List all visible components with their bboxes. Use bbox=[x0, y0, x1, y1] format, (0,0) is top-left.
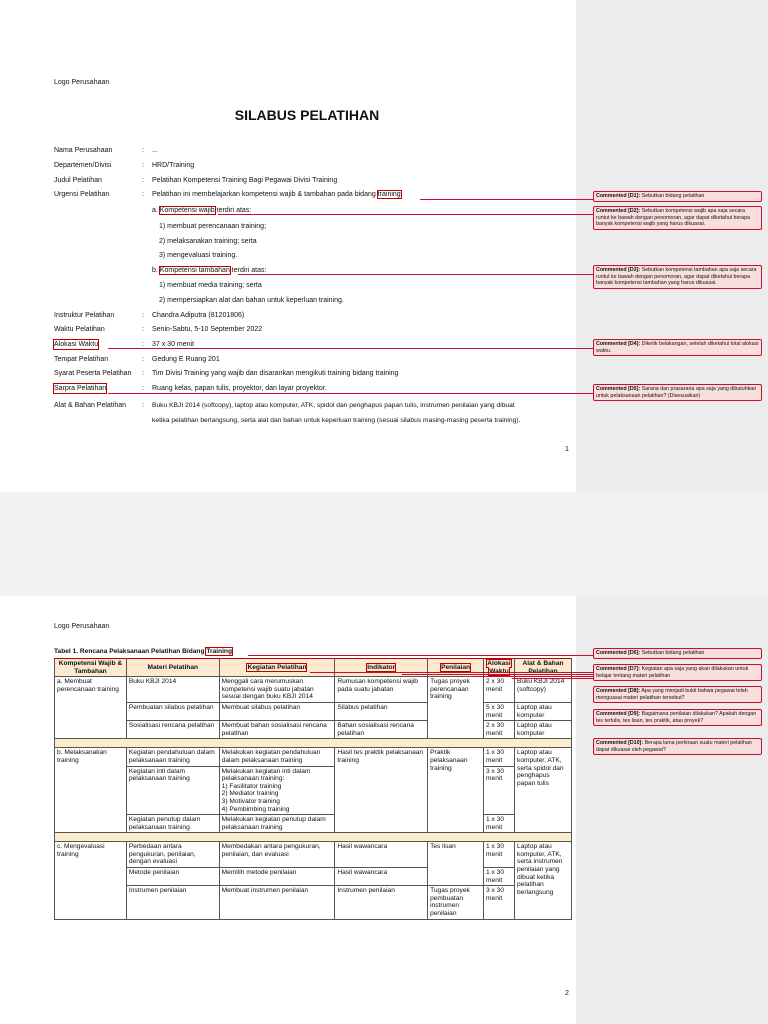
colon: : bbox=[142, 356, 144, 363]
comment-tag: Commented [D7]: bbox=[596, 666, 641, 672]
penilaian-cell: Tugas proyek pembuatan instrumen penilaian bbox=[428, 886, 484, 919]
waktu-cell: 3 x 30 menit bbox=[484, 886, 515, 919]
materi-cell: Instrumen penilaian bbox=[126, 886, 219, 919]
comment-text: Apa yang menjadi bukti bahwa pegawai telah menguasai materi pelatihan tersebut? bbox=[596, 688, 748, 701]
table-row bbox=[55, 748, 572, 766]
company-logo: Logo Perusahaan bbox=[54, 623, 110, 630]
colon: : bbox=[142, 385, 144, 392]
comment-connector bbox=[512, 678, 593, 679]
comment-d1[interactable] bbox=[593, 191, 762, 202]
comment-connector bbox=[310, 672, 593, 673]
materi-cell: Metode penilaian bbox=[126, 868, 219, 886]
label-alokasi[interactable]: Alokasi Waktu bbox=[54, 341, 99, 348]
value-nama-perusahaan: ... bbox=[152, 147, 158, 154]
penilaian-highlight[interactable]: Penilaian bbox=[441, 663, 471, 671]
kegiatan-cell: Membuat instrumen penilaian bbox=[219, 886, 335, 919]
alat-cell: Laptop atau komputer, ATK, serta instrumen penilaian yang dibuat ketika pelatihan berlangsung bbox=[515, 842, 572, 919]
alat-cell: Laptop atau komputer bbox=[515, 702, 572, 720]
label-tempat: Tempat Pelatihan bbox=[54, 356, 109, 363]
caption-text: Tabel 1. Rencana Pelaksanaan Pelatihan Bidang bbox=[54, 648, 205, 655]
colon: : bbox=[142, 147, 144, 154]
colon: : bbox=[142, 162, 144, 169]
comment-text: Kegiatan apa saja yang akan dilakukan untuk belajar tentang materi pelatihan bbox=[596, 666, 749, 679]
comment-text: Berapa lama perkiraan suatu materi pelatihan dapat dikuasai oleh pegawai? bbox=[596, 740, 752, 753]
indikator-highlight[interactable]: Indikator bbox=[367, 663, 396, 671]
comment-connector bbox=[108, 348, 593, 349]
value-instruktur: Chandra Adiputra (81201806) bbox=[152, 312, 245, 319]
separator-cell bbox=[55, 739, 572, 748]
comment-tag: Commented [D2]: bbox=[596, 208, 641, 214]
kompetensi-wajib-item: 2) melaksanakan training; serta bbox=[159, 238, 257, 245]
kompetensi-wajib-item: 3) mengevaluasi training. bbox=[159, 252, 238, 259]
comment-connector bbox=[402, 674, 593, 675]
value-alokasi: 37 x 30 menit bbox=[152, 341, 195, 348]
list-marker: b. bbox=[152, 267, 158, 274]
kompetensi-wajib-highlight[interactable]: Kompetensi wajib bbox=[159, 207, 215, 214]
comment-sidebar-2 bbox=[576, 596, 768, 1024]
alat-cell: Laptop atau komputer, ATK, serta spidol dan penghapus papan tulis bbox=[515, 748, 572, 833]
comment-d5[interactable] bbox=[593, 384, 762, 401]
value-sarpra: Ruang kelas, papan tulis, proyektor, dan layar proyektor. bbox=[152, 385, 327, 392]
comment-tag: Commented [D5]: bbox=[596, 386, 641, 392]
kompetensi-tambahan-rest: terdiri atas: bbox=[231, 267, 267, 274]
comment-text: Sebutkan bidang pelatihan bbox=[641, 193, 705, 199]
comment-d8[interactable] bbox=[593, 686, 762, 703]
colon: : bbox=[142, 370, 144, 377]
value-alat-line2: ketika pelatihan berlangsung, serta alat dan bahan untuk keperluan training (sesuai silabus masing-masing peserta training). bbox=[152, 417, 521, 424]
label-nama-perusahaan: Nama Perusahaan bbox=[54, 147, 113, 154]
kegiatan-highlight[interactable]: Kegiatan Pelatihan bbox=[247, 663, 307, 671]
value-syarat: Tim Divisi Training yang wajib dan disarankan mengikuti training bidang training bbox=[152, 370, 399, 377]
page-number: 1 bbox=[565, 446, 569, 453]
alokasi-highlight[interactable]: Alokasi Waktu bbox=[487, 660, 511, 675]
indikator-cell: Hasil wawancara bbox=[335, 842, 428, 868]
company-logo: Logo Perusahaan bbox=[54, 79, 110, 86]
kegiatan-cell: Melakukan kegiatan pendahuluan dalam pelaksanaan training bbox=[219, 748, 335, 766]
kegiatan-subitem: 1) Fasilitator training bbox=[221, 782, 282, 790]
table-row bbox=[55, 677, 572, 703]
penilaian-cell: Tes lisan bbox=[428, 842, 484, 886]
label-departemen: Departemen/Divisi bbox=[54, 162, 112, 169]
kegiatan-cell: Melakukan kegiatan penutup dalam pelaksanaan training bbox=[219, 815, 335, 833]
colon: : bbox=[142, 191, 144, 198]
value-tempat: Gedung E Ruang 201 bbox=[152, 356, 220, 363]
comment-d9[interactable] bbox=[593, 709, 762, 726]
table-caption bbox=[54, 647, 232, 656]
col-header-alat: Alat & Bahan Pelatihan bbox=[515, 659, 572, 677]
kompetensi-wajib-rest: terdiri atas: bbox=[216, 207, 252, 214]
label-syarat: Syarat Peserta Pelatihan bbox=[54, 370, 132, 377]
comment-d2[interactable] bbox=[593, 206, 762, 230]
indikator-cell: Bahan sosialisasi rencana pelatihan bbox=[335, 721, 428, 739]
comment-tag: Commented [D8]: bbox=[596, 688, 641, 694]
kompetensi-tambahan-highlight[interactable]: Kompetensi tambahan bbox=[159, 267, 230, 274]
kompetensi-tambahan-item: 1) membuat media training; serta bbox=[159, 282, 262, 289]
comment-d10[interactable] bbox=[593, 738, 762, 755]
kegiatan-text: Melakukan kegiatan inti dalam pelaksanaan training: bbox=[221, 767, 311, 783]
materi-cell: Kegiatan penutup dalam pelaksanaan training bbox=[126, 815, 219, 833]
alat-cell: Laptop atau komputer bbox=[515, 721, 572, 739]
indikator-cell: Instrumen penilaian bbox=[335, 886, 428, 919]
value-departemen: HRD/Training bbox=[152, 162, 195, 169]
comment-text: Bagaimana penilaian dilakukan? Apakah dengan tes tertulis, tes lisan, tes praktik, atau proyek? bbox=[596, 711, 757, 724]
comment-connector bbox=[472, 676, 593, 677]
comment-connector bbox=[248, 655, 593, 656]
comment-d7[interactable] bbox=[593, 664, 762, 681]
kegiatan-cell: Membuat bahan sosialisasi rencana pelatihan bbox=[219, 721, 335, 739]
colon: : bbox=[142, 402, 144, 409]
kegiatan-cell: Membuat silabus pelatihan bbox=[219, 702, 335, 720]
indikator-cell: Silabus pelatihan bbox=[335, 702, 428, 720]
kegiatan-cell bbox=[219, 766, 335, 815]
label-sarpra[interactable]: Sarpra Pelatihan bbox=[54, 385, 107, 392]
kompetensi-wajib-item: 1) membuat perencanaan training; bbox=[159, 223, 267, 230]
kegiatan-cell: Menggali cara merumuskan kompetensi wajib suatu jabatan sesuai dengan buku KBJI 2014 bbox=[219, 677, 335, 703]
comment-tag: Commented [D3]: bbox=[596, 267, 641, 273]
comment-text: Sebutkan bidang pelatihan bbox=[641, 650, 705, 656]
comment-text: Sarana dan prasarana apa saja yang dibutuhkan untuk pelaksanaan pelatihan? (Disesuaikan) bbox=[596, 386, 757, 399]
table-row bbox=[55, 721, 572, 739]
value-alat: Buku KBJI 2014 (softcopy), laptop atau komputer, ATK, spidol dan penghapus papan tulis, instrumen penilaian yang dibuat bbox=[152, 402, 515, 409]
colon: : bbox=[142, 177, 144, 184]
kegiatan-subitem: 4) Pembimbing training bbox=[221, 805, 290, 813]
materi-cell: Sosialisasi rencana pelatihan bbox=[126, 721, 219, 739]
col-header-kegiatan bbox=[219, 659, 335, 677]
comment-text: Diketik belakangan, setelah diketahui total alokasi waktu. bbox=[596, 341, 759, 354]
comment-tag: Commented [D1]: bbox=[596, 193, 641, 199]
value-waktu: Senin-Sabtu, 5-10 September 2022 bbox=[152, 326, 263, 333]
label-alat: Alat & Bahan Pelatihan bbox=[54, 402, 126, 409]
table-row bbox=[55, 868, 572, 886]
materi-cell: Perbedaan antara pengukuran, penilaian, dengan evaluasi bbox=[126, 842, 219, 868]
table-row bbox=[55, 766, 572, 815]
caption-highlight[interactable]: Training bbox=[206, 648, 232, 655]
urgensi-text: Pelatihan ini membelajarkan kompetensi wajib & tambahan pada bidang bbox=[152, 191, 376, 198]
kompetensi-cell: c. Mengevaluasi training bbox=[55, 842, 127, 919]
separator-cell bbox=[55, 833, 572, 842]
waktu-cell: 1 x 30 menit bbox=[484, 868, 515, 886]
comment-sidebar-1 bbox=[576, 0, 768, 492]
urgensi-highlight[interactable]: training bbox=[377, 191, 401, 198]
kompetensi-cell: a. Membuat perencanaan training bbox=[55, 677, 127, 739]
kompetensi-tambahan-item: 2) mempersiapkan alat dan bahan untuk keperluan training. bbox=[159, 297, 344, 304]
training-plan-table bbox=[54, 658, 572, 920]
comment-tag: Commented [D10]: bbox=[596, 740, 644, 746]
comment-tag: Commented [D6]: bbox=[596, 650, 641, 656]
table-row bbox=[55, 886, 572, 919]
label-judul: Judul Pelatihan bbox=[54, 177, 102, 184]
comment-text: Sebutkan kompetensi wajib apa saja secara runtut ke bawah dengan penomoran, agar dapat diketahui berapa banyak kompetensi wajib yang harus dikuasai. bbox=[596, 208, 751, 228]
comment-d3[interactable] bbox=[593, 265, 762, 289]
waktu-cell: 1 x 30 menit bbox=[484, 842, 515, 868]
comment-text: Sebutkan kompetensi tambahan apa saja secara runtut ke bawah dengan penomoran, agar dapat diketahui berapa banyak kompetensi tambahan yang harus dikuasai. bbox=[596, 267, 757, 287]
table-row bbox=[55, 815, 572, 833]
waktu-cell: 2 x 30 menit bbox=[484, 677, 515, 703]
colon: : bbox=[142, 312, 144, 319]
value-urgensi bbox=[152, 190, 401, 199]
waktu-cell: 1 x 30 menit bbox=[484, 748, 515, 766]
waktu-cell: 1 x 30 menit bbox=[484, 815, 515, 833]
alat-cell: Buku KBJI 2014 (softcopy) bbox=[515, 677, 572, 703]
comment-tag: Commented [D4]: bbox=[596, 341, 641, 347]
group-separator bbox=[55, 739, 572, 748]
indikator-cell: Hasil wawancara bbox=[335, 868, 428, 886]
document-title: SILABUS PELATIHAN bbox=[234, 107, 380, 123]
comment-connector bbox=[238, 274, 593, 275]
kompetensi-cell: b. Melaksanakan training bbox=[55, 748, 127, 833]
kegiatan-subitem: 3) Motivator training bbox=[221, 797, 280, 805]
table-row bbox=[55, 702, 572, 720]
group-separator bbox=[55, 833, 572, 842]
comment-connector bbox=[108, 393, 593, 394]
materi-cell: Buku KBJI 2014 bbox=[126, 677, 219, 703]
kegiatan-subitem: 2) Mediator training bbox=[221, 790, 279, 798]
label-instruktur: Instruktur Pelatihan bbox=[54, 312, 115, 319]
waktu-cell: 3 x 30 menit bbox=[484, 766, 515, 815]
penilaian-cell: Praktik pelaksanaan training bbox=[428, 748, 484, 833]
indikator-cell: Rumusan kompetensi wajib pada suatu jabatan bbox=[335, 677, 428, 703]
label-urgensi: Urgensi Pelatihan bbox=[54, 191, 110, 198]
col-header-materi: Materi Pelatihan bbox=[126, 659, 219, 677]
comment-tag: Commented [D9]: bbox=[596, 711, 641, 717]
waktu-cell: 5 x 30 menit bbox=[484, 702, 515, 720]
comment-d6[interactable] bbox=[593, 648, 762, 659]
kegiatan-cell: Membedakan antara pengukuran, penilaian, dan evaluasi bbox=[219, 842, 335, 868]
page-number: 2 bbox=[565, 990, 569, 997]
comment-d4[interactable] bbox=[593, 339, 762, 356]
materi-cell: Kegiatan pendahuluan dalam pelaksanaan training bbox=[126, 748, 219, 766]
list-marker: a. bbox=[152, 207, 158, 214]
table-row bbox=[55, 842, 572, 868]
penilaian-cell: Tugas proyek perencanaan training bbox=[428, 677, 484, 739]
materi-cell: Kegiatan inti dalam pelaksanaan training bbox=[126, 766, 219, 815]
indikator-cell: Hasil tes praktik pelaksanaan training bbox=[335, 748, 428, 833]
comment-connector bbox=[420, 199, 593, 200]
comment-connector bbox=[218, 214, 593, 215]
colon: : bbox=[142, 326, 144, 333]
colon: : bbox=[142, 341, 144, 348]
waktu-cell: 2 x 30 menit bbox=[484, 721, 515, 739]
materi-cell: Pembuatan silabus pelatihan bbox=[126, 702, 219, 720]
kegiatan-cell: Memilih metode penilaian bbox=[219, 868, 335, 886]
label-waktu: Waktu Pelatihan bbox=[54, 326, 105, 333]
value-judul: Pelatihan Kompetensi Training Bagi Pegawai Divisi Training bbox=[152, 177, 338, 184]
col-header-kompetensi: Kompetensi Wajib & Tambahan bbox=[55, 659, 127, 677]
